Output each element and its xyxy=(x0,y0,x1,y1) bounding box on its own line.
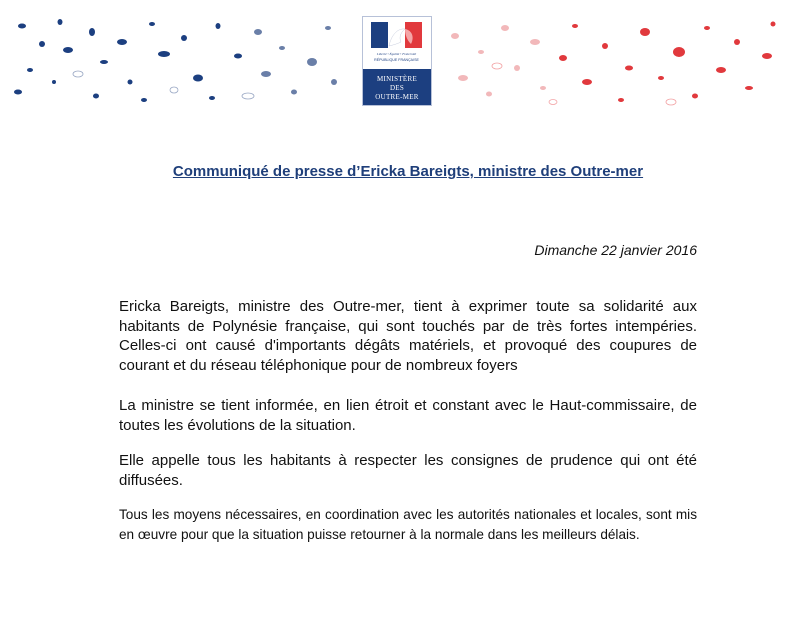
paragraph-informed: La ministre se tient informée, en lien étroit et constant avec le Haut-commissaire, de toutes les évolutions de la situation. xyxy=(119,397,697,434)
logo-line-2: DES xyxy=(389,84,405,92)
islands-pattern-blue xyxy=(12,12,342,108)
logo-republic: RÉPUBLIQUE FRANÇAISE xyxy=(374,58,419,62)
press-release-title: Communiqué de presse d’Ericka Bareigts, ministre des Outre-mer xyxy=(172,163,644,180)
document-date: Dimanche 22 janvier 2016 xyxy=(534,242,697,258)
logo-line-1: MINISTÈRE xyxy=(376,75,418,83)
paragraph-solidarity: Ericka Bareigts, ministre des Outre-mer, tient à exprimer toute sa solidarité aux habitants de Polynésie française, qui sont touchés par de très fortes intempéries. Celles-ci ont causé d'importants dégâts matériels, et provoqué des coupures de courant et du réseau téléphonique pour de nombreux foyers xyxy=(119,298,697,374)
ministry-name xyxy=(363,69,431,105)
paragraph-caution: Elle appelle tous les habitants à respecter les consignes de prudence qui ont été diffusées. xyxy=(119,452,697,489)
logo-line-3: OUTRE-MER xyxy=(375,93,419,101)
marianne-logo-icon xyxy=(367,20,427,68)
letterhead xyxy=(0,0,791,120)
islands-pattern-red xyxy=(445,12,780,108)
ministry-logo xyxy=(362,16,432,106)
logo-motto: Liberté • Égalité • Fraternité xyxy=(376,52,417,56)
paragraph-means: Tous les moyens nécessaires, en coordination avec les autorités nationales et locales, sont mis en œuvre pour que la situation puisse retourner à la normale dans les meilleurs délais. xyxy=(119,507,697,542)
